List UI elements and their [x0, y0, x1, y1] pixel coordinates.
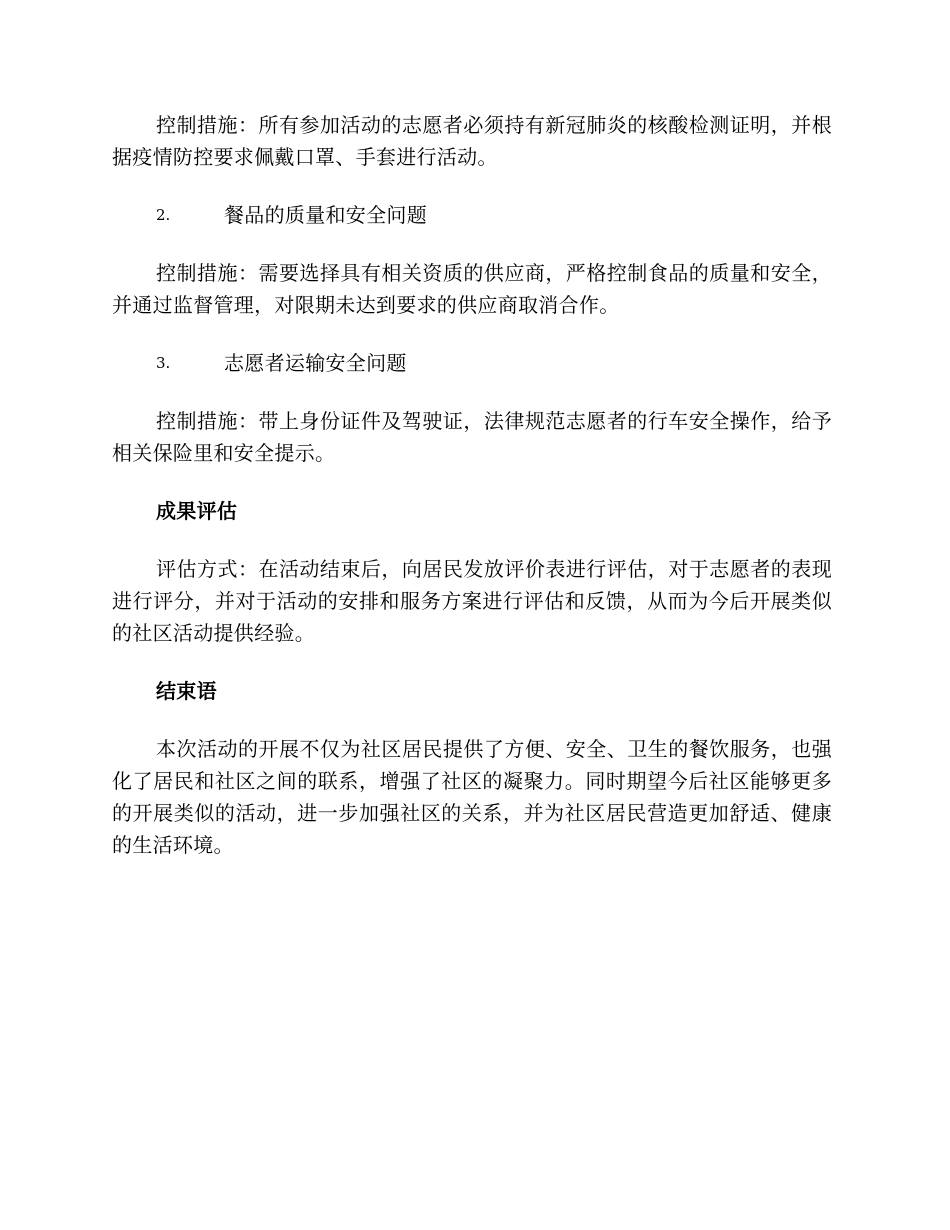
conclusion-paragraph: 本次活动的开展不仅为社区居民提供了方便、安全、卫生的餐饮服务，也强化了居民和社区之间的联系，增强了社区的凝聚力。同时期望今后社区能够更多的开展类似的活动，进一步加强社区的关系，并为社区居民营造更加舒适、健康的生活环境。	[112, 737, 832, 857]
evaluation-paragraph: 评估方式：在活动结束后，向居民发放评价表进行评估，对于志愿者的表现进行评分，并对于活动的安排和服务方案进行评估和反馈，从而为今后开展类似的社区活动提供经验。	[112, 557, 832, 645]
section-heading-conclusion: 结束语	[156, 679, 217, 703]
list-item-title: 志愿者运输安全问题	[224, 351, 407, 375]
spacer	[112, 649, 832, 675]
spacer	[112, 379, 832, 405]
spacer	[112, 707, 832, 733]
list-item-3	[112, 347, 832, 379]
list-number: 2.	[156, 206, 171, 224]
list-number: 3.	[156, 354, 171, 372]
document-body	[112, 109, 832, 861]
control-measure-paragraph-1: 控制措施：所有参加活动的志愿者必须持有新冠肺炎的核酸检测证明，并根据疫情防控要求佩戴口罩、手套进行活动。	[112, 113, 832, 169]
list-item-title: 餐品的质量和安全问题	[224, 203, 427, 227]
section-heading-evaluation: 成果评估	[156, 499, 238, 523]
spacer	[112, 173, 832, 199]
spacer	[112, 527, 832, 553]
spacer	[112, 469, 832, 495]
control-measure-paragraph-3: 控制措施：带上身份证件及驾驶证，法律规范志愿者的行车安全操作，给予相关保险里和安全提示。	[112, 409, 832, 465]
spacer	[112, 231, 832, 257]
list-item-2	[112, 199, 832, 231]
control-measure-paragraph-2: 控制措施：需要选择具有相关资质的供应商，严格控制食品的质量和安全，并通过监督管理，对限期未达到要求的供应商取消合作。	[112, 261, 832, 317]
spacer	[112, 321, 832, 347]
